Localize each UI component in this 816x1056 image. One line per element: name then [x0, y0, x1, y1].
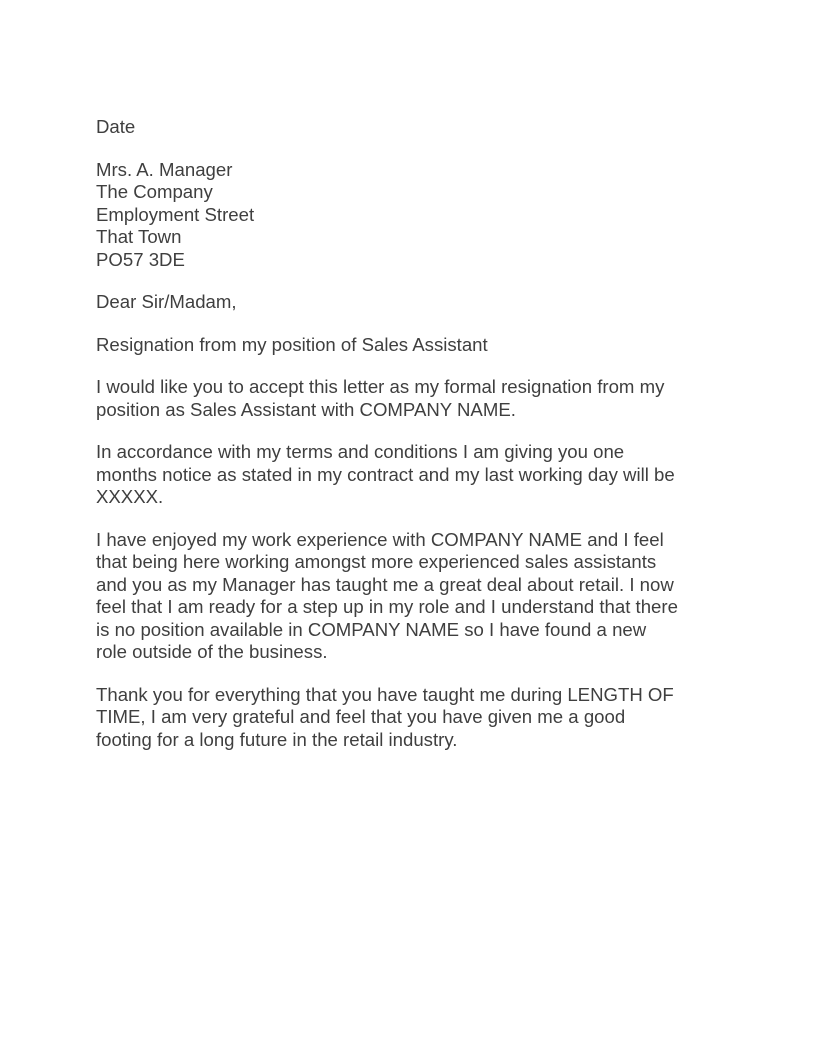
paragraph-line: that being here working amongst more experienced sales assistants: [96, 551, 657, 572]
recipient-town: That Town: [96, 226, 182, 247]
letter-page: [96, 116, 736, 771]
paragraph-4: [96, 684, 736, 752]
subject-block: [96, 334, 736, 357]
date-line: Date: [96, 116, 136, 137]
paragraph-1: [96, 376, 736, 421]
paragraph-line: I would like you to accept this letter as my formal resignation from my: [96, 376, 665, 397]
date-block: [96, 116, 736, 139]
paragraph-line: is no position available in COMPANY NAME so I have found a new: [96, 618, 647, 640]
recipient-street: Employment Street: [96, 203, 255, 225]
paragraph-line: position as Sales Assistant with COMPANY NAME.: [96, 398, 516, 420]
recipient-name: Mrs. A. Manager: [96, 158, 233, 180]
paragraph-line: footing for a long future in the retail industry.: [96, 728, 458, 750]
recipient-company: The Company: [96, 181, 213, 202]
paragraph-line: feel that I am ready for a step up in my role and I understand that there: [96, 596, 678, 617]
paragraph-line: and you as my Manager has taught me a great deal about retail. I now: [96, 573, 674, 595]
recipient-postcode: PO57 3DE: [96, 248, 185, 270]
subject-line: Resignation from my position of Sales Assistant: [96, 333, 488, 355]
paragraph-2: [96, 441, 736, 509]
paragraph-line: I have enjoyed my work experience with COMPANY NAME and I feel: [96, 528, 664, 550]
recipient-address: [96, 159, 736, 272]
salutation-block: [96, 291, 736, 314]
paragraph-line: Thank you for everything that you have taught me during LENGTH OF: [96, 683, 674, 705]
paragraph-line: XXXXX.: [96, 486, 164, 507]
paragraph-line: In accordance with my terms and conditions I am giving you one: [96, 441, 625, 462]
paragraph-line: months notice as stated in my contract and my last working day will be: [96, 463, 675, 485]
paragraph-3: [96, 529, 736, 664]
paragraph-line: TIME, I am very grateful and feel that you have given me a good: [96, 706, 626, 727]
salutation: Dear Sir/Madam,: [96, 291, 237, 312]
paragraph-line: role outside of the business.: [96, 641, 328, 662]
